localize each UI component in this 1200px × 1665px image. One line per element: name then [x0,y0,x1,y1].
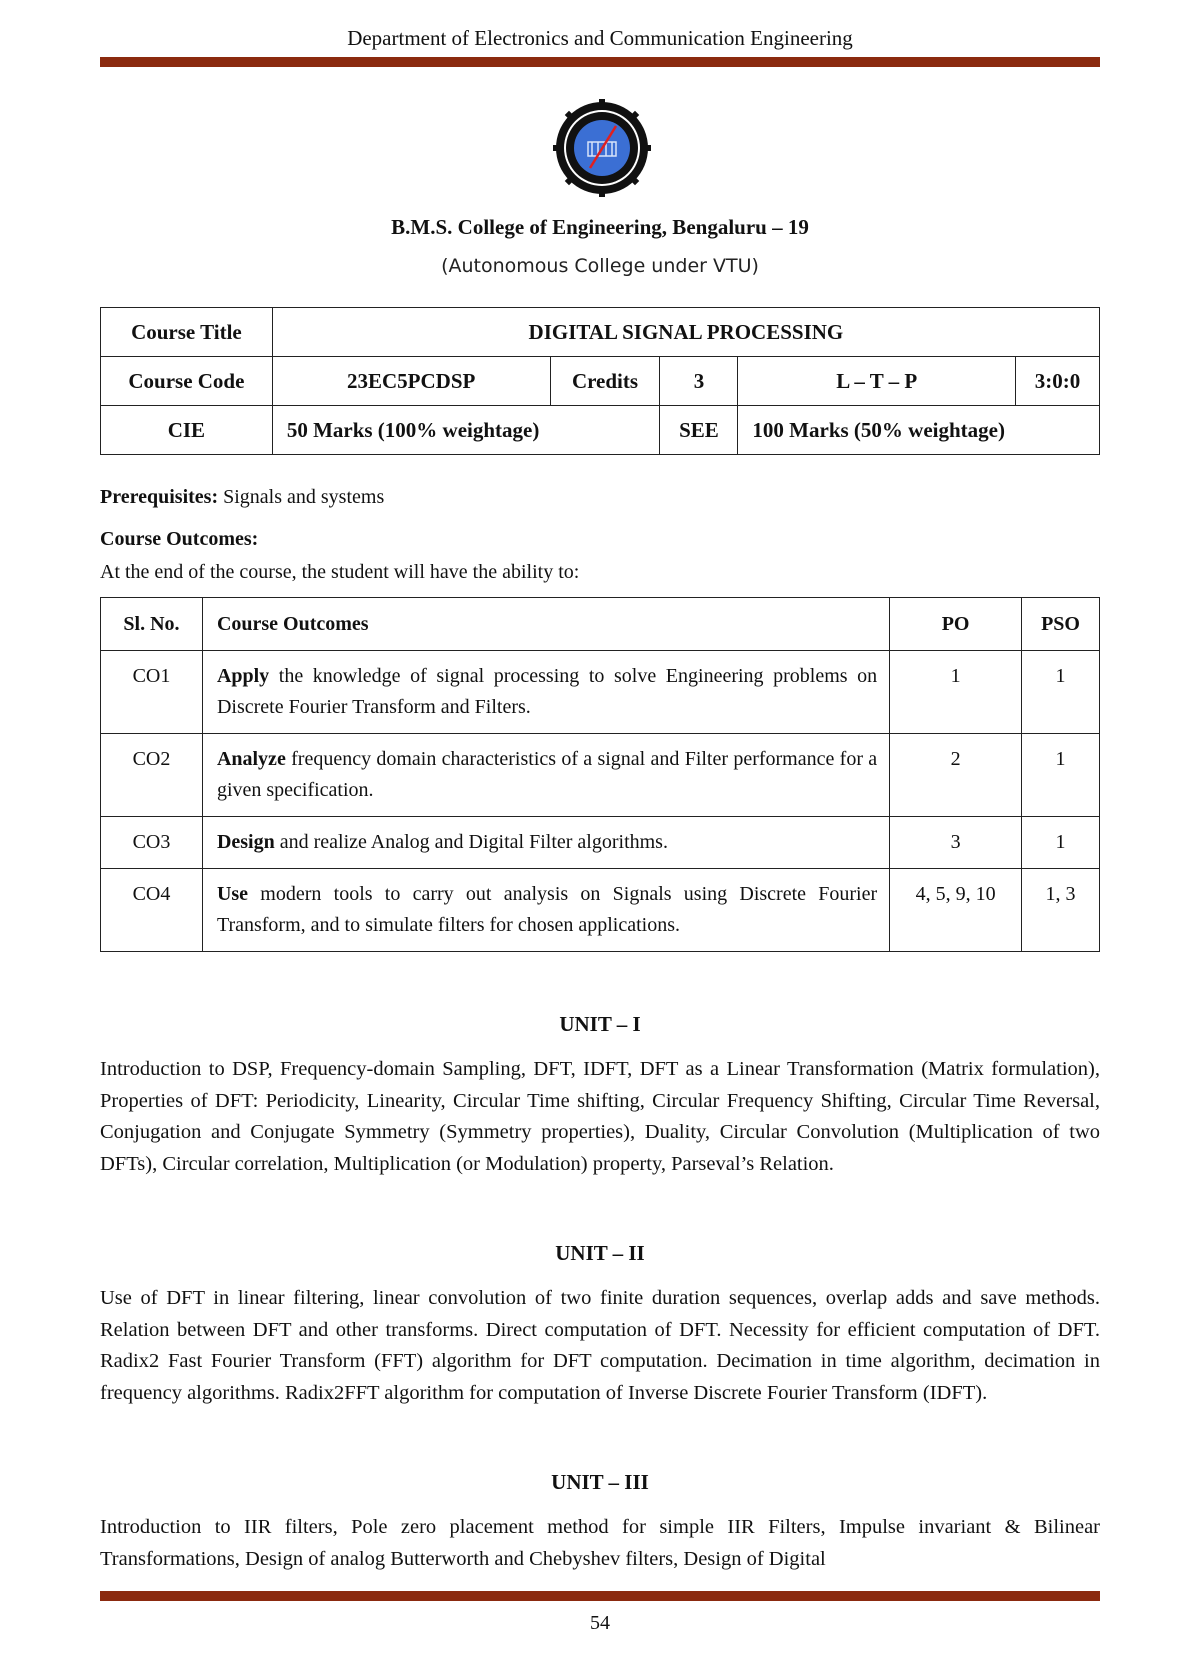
outcome-pso: 1 [1022,734,1100,817]
outcome-text [202,651,889,734]
outcome-description: and realize Analog and Digital Filter algorithms. [274,831,668,853]
table-row [101,869,1100,952]
outcome-po: 2 [890,734,1022,817]
unit-3-text: Introduction to IIR filters, Pole zero placement method for simple IIR Filters, Impulse invariant & Bilinear Transformations, Design of analog Butterworth and Chebyshev filters, Design of Digital [100,1516,1100,1570]
table-row [101,734,1100,817]
course-code-label: Course Code [101,357,273,406]
outcome-text [202,817,889,869]
outcome-pso: 1 [1022,651,1100,734]
unit-1-text: Introduction to DSP, Frequency-domain Sampling, DFT, IDFT, DFT as a Linear Transformation (Matrix formulation), Properties of DFT: Periodicity, Linearity, Circular Time shifting, Circular Frequency Shifting, Circular Time Reversal, Conjugation and Conjugate Symmetry (Symmetry properties), Duality, Circular Convolution (Multiplication of two DFTs), Circular correlation, Multiplication (or Modulation) property, Parseval’s Relation. [100,1058,1100,1175]
outcomes-header-row [101,598,1100,651]
page-number: 54 [590,1612,610,1634]
unit-3-title: UNIT – III [551,1470,649,1494]
unit-2-text: Use of DFT in linear filtering, linear convolution of two finite duration sequences, overlap adds and save methods. Relation between DFT and other transforms. Direct computation of DFT. Necessity for efficient computation of DFT. Radix2 Fast Fourier Transform (FFT) algorithm for DFT computation. Decimation in time algorithm, decimation in frequency algorithms. Radix2FFT algorithm for computation of Inverse Discrete Fourier Transform (IDFT). [100,1287,1100,1404]
outcome-verb: Use [216,883,249,905]
footer-rule [100,1591,1100,1601]
college-name: B.M.S. College of Engineering, Bengaluru – 19 [391,215,809,239]
header-rule [100,57,1100,67]
outcome-pso: 1, 3 [1022,869,1100,952]
prerequisites-label: Prerequisites: [100,486,219,508]
table-row [101,651,1100,734]
see-value: 100 Marks (50% weightage) [738,406,1100,455]
ltp-label: L – T – P [738,357,1016,406]
outcome-id: CO1 [101,651,203,734]
course-info-table [100,307,1100,455]
outcome-pso: 1 [1022,817,1100,869]
marks-row [101,406,1100,455]
table-row [101,817,1100,869]
outcome-po: 3 [890,817,1022,869]
outcome-description: frequency domain characteristics of a signal and Filter performance for a given specification. [216,748,878,801]
credits-value: 3 [660,357,738,406]
course-code-value: 23EC5PCDSP [272,357,550,406]
outcome-text [202,869,889,952]
ltp-value: 3:0:0 [1016,357,1100,406]
unit-2-title: UNIT – II [555,1241,645,1265]
course-title-value: DIGITAL SIGNAL PROCESSING [272,308,1099,357]
header-outcome: Course Outcomes [202,598,889,651]
header-po: PO [890,598,1022,651]
college-logo-icon [552,98,652,198]
outcome-description: modern tools to carry out analysis on Signals using Discrete Fourier Transform, and to simulate filters for chosen applications. [216,883,878,936]
cie-value: 50 Marks (100% weightage) [272,406,660,455]
credits-label: Credits [550,357,660,406]
college-subtitle: (Autonomous College under VTU) [441,255,759,277]
outcome-verb: Analyze [216,748,286,770]
course-outcomes-intro: At the end of the course, the student will have the ability to: [100,561,580,583]
header-pso: PSO [1022,598,1100,651]
outcome-po: 1 [890,651,1022,734]
outcome-id: CO3 [101,817,203,869]
course-title-label: Course Title [101,308,273,357]
course-outcomes-table [100,597,1100,952]
course-outcomes-heading: Course Outcomes: [100,528,259,550]
cie-label: CIE [101,406,273,455]
header-slno: Sl. No. [101,598,203,651]
course-title-row [101,308,1100,357]
outcome-description: the knowledge of signal processing to solve Engineering problems on Discrete Fourier Transform and Filters. [216,665,878,718]
outcome-text [202,734,889,817]
outcome-id: CO2 [101,734,203,817]
department-header: Department of Electronics and Communication Engineering [347,26,853,50]
see-label: SEE [660,406,738,455]
outcome-po: 4, 5, 9, 10 [890,869,1022,952]
outcome-id: CO4 [101,869,203,952]
unit-1-title: UNIT – I [559,1012,641,1036]
course-code-row [101,357,1100,406]
prerequisites [100,486,384,509]
outcome-verb: Apply [216,665,270,687]
outcome-verb: Design [216,831,275,853]
prerequisites-value: Signals and systems [218,486,385,508]
